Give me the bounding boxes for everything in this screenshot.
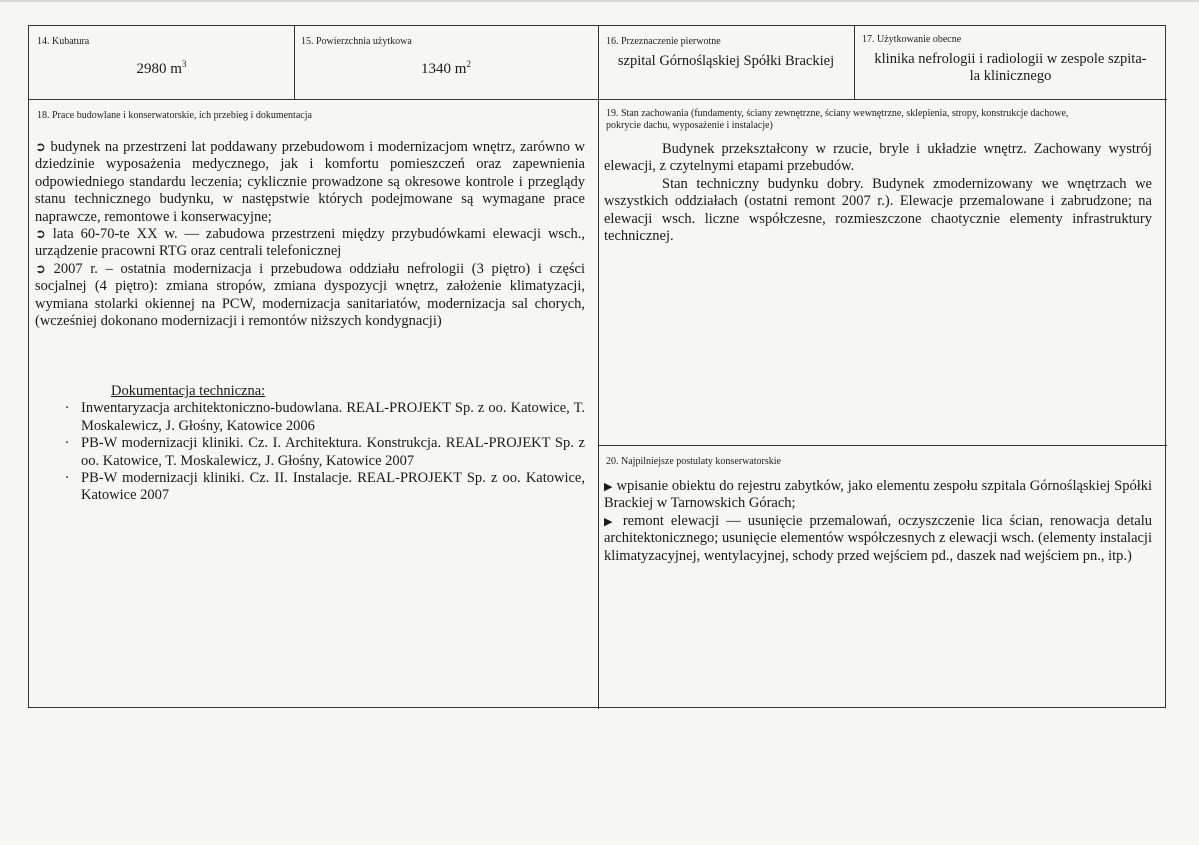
- list-item: ▶ wpisanie obiektu do rejestru zabytków, jako elementu zespołu szpitala Górnośląskiej Spółki Brackiej w Tarnowskich Górach;: [604, 478, 1153, 512]
- section-title: Dokumentacja techniczna:: [111, 383, 266, 399]
- postulaty-content: [604, 478, 1152, 565]
- list-item: ➲ lata 60-70-te XX w. — zabudowa przestrzeni między przybudówkami elewacji wsch., urządzenie pracowni RTG oraz centrali telefonicznej: [35, 226, 585, 260]
- field-label: 20. Najpilniejsze postulaty konserwatorskie: [606, 456, 781, 467]
- list-item: ➲ 2007 r. – ostatnia modernizacja i przebudowa oddziału nefrologii (3 piętro) i części socjalnej (4 piętro): zmiana stropów, zmiana dyspozycji wnętrz, założenie klimatyzacji, wymiana stolarki okiennej na PCW, modernizacja sanitariatów, modernizacja sal chorych, (wcześniej dokonano modernizacji i remontów niższych kondygnacji): [35, 260, 586, 330]
- cell-postulaty: [598, 445, 1167, 709]
- prace-content: [35, 139, 585, 330]
- paragraph: Budynek przekształcony w rzucie, bryle i układzie wnętrz. Zachowany wystrój elewacji, z czytelnymi etapami przebudów.: [604, 141, 1152, 175]
- cell-prace: [29, 99, 598, 709]
- dot-bullet-icon: ·: [64, 400, 70, 417]
- dot-bullet-icon: ·: [64, 435, 70, 452]
- list-item: ▶ remont elewacji — usunięcie przemalowań, oczyszczenie lica ścian, renowacja detalu architektonicznego; usunięcie elementów współczesnych z elewacji wsch. (elementy instalacji klimatyzacyjnej, wentylacyjnej, schody przed wejściem pd., daszek nad wejściem pn., itp.): [604, 512, 1152, 564]
- field-value: 1340 $m^2$: [421, 59, 471, 77]
- paragraph: Stan techniczny budynku dobry. Budynek zmodernizowany we wnętrzach we wszystkich oddziałach (ostatni remont 2007 r.). Elewacje przemalowane i zabrudzone; na elewacji wsch. liczne współczesne, rozmieszczone chaotycznie elementy infrastruktury technicznej.: [604, 175, 1152, 245]
- cell-stan: [598, 99, 1167, 445]
- cell-uzytkowanie: [854, 26, 1167, 99]
- field-label: 14. Kubatura: [37, 36, 90, 47]
- list-item: · PB-W modernizacji kliniki. Cz. I. Architektura. Konstrukcja. REAL-PROJEKT Sp. z oo. Katowice, T. Moskalewicz, J. Głośny, Katowice 2007: [53, 435, 585, 470]
- form-table: [28, 25, 1166, 708]
- list-item: · PB-W modernizacji kliniki. Cz. II. Instalacje. REAL-PROJEKT Sp. z oo. Katowice, Katowice 2007: [53, 470, 585, 505]
- cell-przeznaczenie: [598, 26, 854, 99]
- cell-powierzchnia: [294, 26, 598, 99]
- triangle-bullet-icon: ▶: [604, 480, 613, 493]
- field-label: 18. Prace budowlane i konserwatorskie, ich przebieg i dokumentacja: [37, 110, 312, 121]
- field-label: 15. Powierzchnia użytkowa: [301, 36, 412, 47]
- field-label: 17. Użytkowanie obecne: [862, 34, 962, 45]
- field-value: klinika nefrologii i radiologii w zespole szpita- la klinicznego: [874, 51, 1147, 84]
- field-label: 16. Przeznaczenie pierwotne: [606, 36, 721, 47]
- arrow-bullet-icon: ➲: [35, 261, 46, 277]
- page-top-edge: [0, 0, 1199, 2]
- dokumentacja-section: [53, 383, 585, 505]
- arrow-bullet-icon: ➲: [35, 140, 46, 155]
- list-item: ➲ budynek na przestrzeni lat poddawany przebudowom i modernizacjom wnętrz, zarówno w dziedzinie wyposażenia medycznego, jak i komfortu pomieszczeń oraz zapewnienia odpowiedniego standardu leczenia; cyklicznie prowadzone są okresowe kontrole i przeglądy stanu technicznego budynku, w następstwie których podejmowane są wymagane prace naprawcze, remontowe i konserwacyjne;: [35, 139, 585, 225]
- field-value: 2980 $m^3$: [136, 59, 187, 77]
- arrow-bullet-icon: ➲: [35, 227, 46, 243]
- field-label: 19. Stan zachowania (fundamenty, ściany zewnętrzne, ściany wewnętrzne, sklepienia, stropy, konstrukcje dachowe, pokrycie dachu, wyposażenie i instalacje): [606, 108, 1069, 131]
- list-item: · Inwentaryzacja architektoniczno-budowlana. REAL-PROJEKT Sp. z oo. Katowice, T. Moskalewicz, J. Głośny, Katowice 2006: [53, 400, 585, 435]
- cell-kubatura: [29, 26, 294, 99]
- stan-content: [604, 141, 1152, 245]
- dot-bullet-icon: ·: [64, 470, 70, 487]
- triangle-bullet-icon: ▶: [604, 514, 616, 528]
- field-value: szpital Górnośląskiej Spółki Brackiej: [617, 53, 835, 69]
